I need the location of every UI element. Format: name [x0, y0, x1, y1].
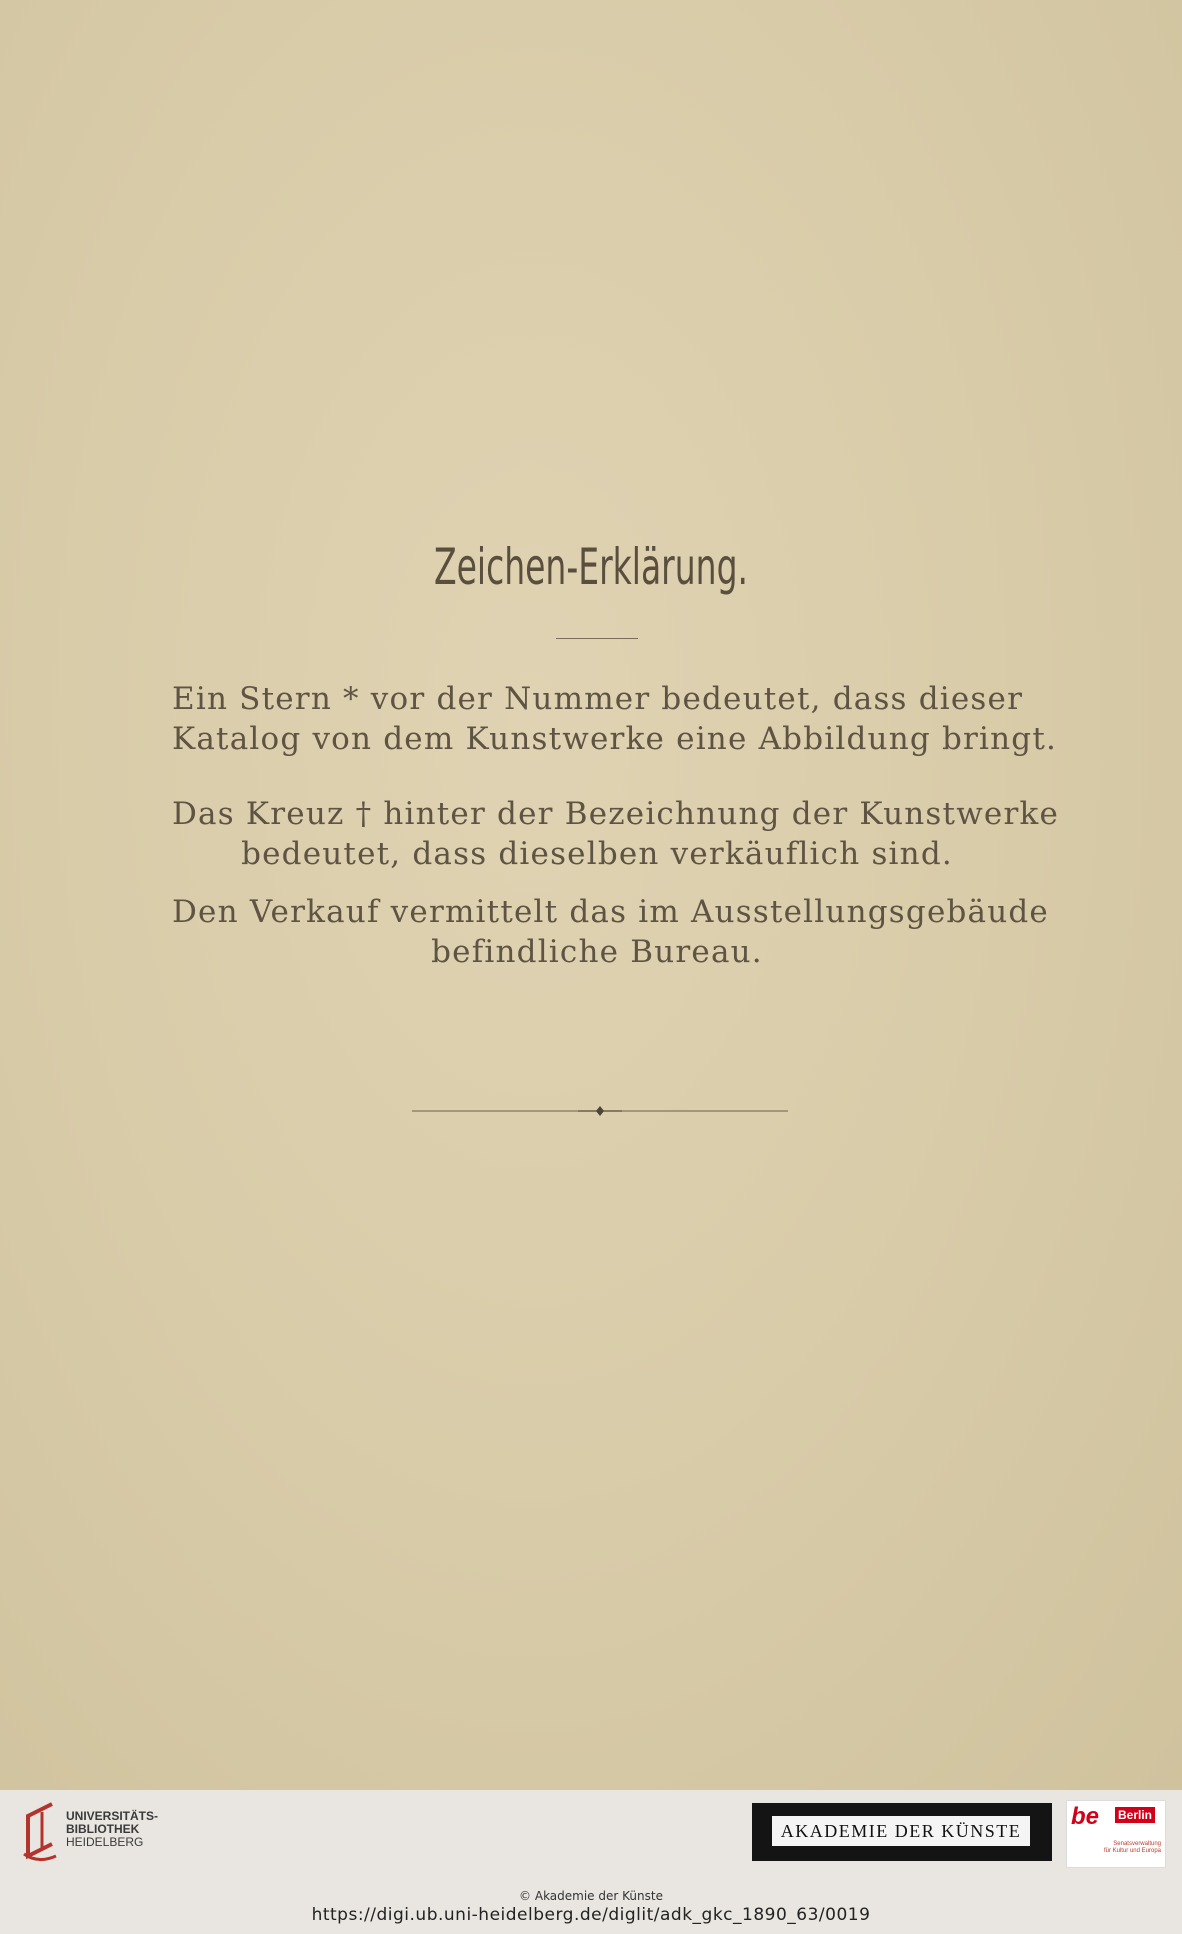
paragraph-sale: [172, 892, 1049, 972]
university-library-name: [66, 1810, 158, 1849]
copyright-notice: © Akademie der Künste: [519, 1889, 663, 1903]
ornamental-rule: [410, 1104, 790, 1118]
berlin-senate-logo[interactable]: [1066, 1800, 1166, 1868]
academy-logo[interactable]: [752, 1803, 1052, 1861]
permalink-url[interactable]: https://digi.ub.uni-heidelberg.de/diglit/adk_gkc_1890_63/0019: [311, 1905, 871, 1925]
berlin-subtitle-line: für Kultur und Europa: [1103, 1848, 1161, 1854]
library-line-1: UNIVERSITÄTS-: [66, 1809, 159, 1823]
berlin-subtitle: [1097, 1841, 1161, 1855]
library-line-2: BIBLIOTHEK: [66, 1822, 140, 1836]
paragraph-line: Den Verkauf vermittelt das im Ausstellungsgebäude: [172, 894, 1049, 930]
title-divider: [556, 638, 638, 639]
page-title: Zeichen-Erklärung.: [433, 538, 749, 596]
paragraph-line: Katalog von dem Kunstwerke eine Abbildung bringt.: [172, 721, 1058, 757]
berlin-subtitle-line: Senatsverwaltung: [1113, 1841, 1161, 1847]
paragraph-line: befindliche Bureau.: [431, 934, 763, 970]
library-line-3: HEIDELBERG: [66, 1835, 144, 1849]
paragraph-cross: [172, 794, 1060, 874]
academy-logo-text: AKADEMIE DER KÜNSTE: [772, 1816, 1030, 1846]
paragraph-line: Ein Stern * vor der Nummer bedeutet, dass dieser: [172, 681, 1024, 717]
berlin-tag: Berlin: [1115, 1807, 1155, 1823]
paragraph-star: [172, 679, 1058, 759]
berlin-be-mark: be: [1071, 1803, 1100, 1830]
paragraph-line: bedeutet, dass dieselben verkäuflich sind.: [241, 836, 953, 872]
paragraph-line: Das Kreuz † hinter der Bezeichnung der Kunstwerke: [172, 796, 1060, 832]
